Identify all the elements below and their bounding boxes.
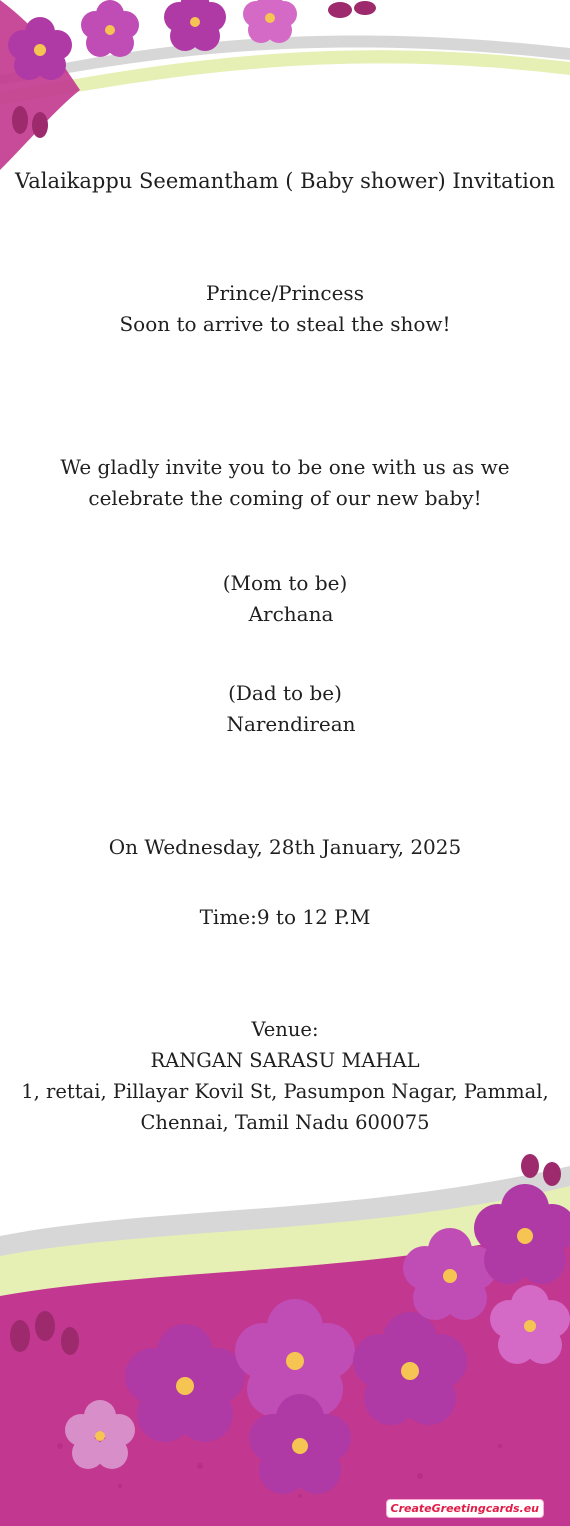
title-text: Valaikappu Seemantham ( Baby shower) Invitation (14, 169, 556, 193)
date-line: On Wednesday, 28th January, 2025 (108, 835, 462, 859)
mom-label: (Mom to be) (222, 571, 348, 595)
watermark (390, 1482, 566, 1524)
event-date (0, 832, 570, 863)
mom-name: Archana (248, 602, 334, 626)
address-line-1: 1, rettai, Pillayar Kovil St, Pasumpon Nagar, Pammal, (21, 1080, 549, 1103)
dad-section (0, 678, 570, 740)
dad-name: Narendirean (226, 712, 356, 736)
venue-label: Venue: (251, 1018, 319, 1041)
invitation-title (0, 166, 570, 197)
watermark-text: CreateGreetingcards.eu (386, 1499, 544, 1518)
venue-section (0, 1014, 570, 1138)
prince-princess-line: Prince/Princess (206, 281, 364, 305)
invite-line-1: We gladly invite you to be one with us as we (60, 455, 510, 479)
baby-announcement (0, 278, 570, 340)
dad-label: (Dad to be) (228, 681, 342, 705)
mom-section (0, 568, 570, 630)
arrive-line: Soon to arrive to steal the show! (119, 312, 451, 336)
bottom-floral-decoration (0, 1146, 570, 1526)
venue-name: RANGAN SARASU MAHAL (150, 1049, 420, 1072)
address-line-2: Chennai, Tamil Nadu 600075 (140, 1111, 430, 1134)
event-time (0, 902, 570, 933)
time-line: Time:9 to 12 P.M (199, 905, 371, 929)
invitation-message (0, 452, 570, 514)
invite-line-2: celebrate the coming of our new baby! (88, 486, 482, 510)
